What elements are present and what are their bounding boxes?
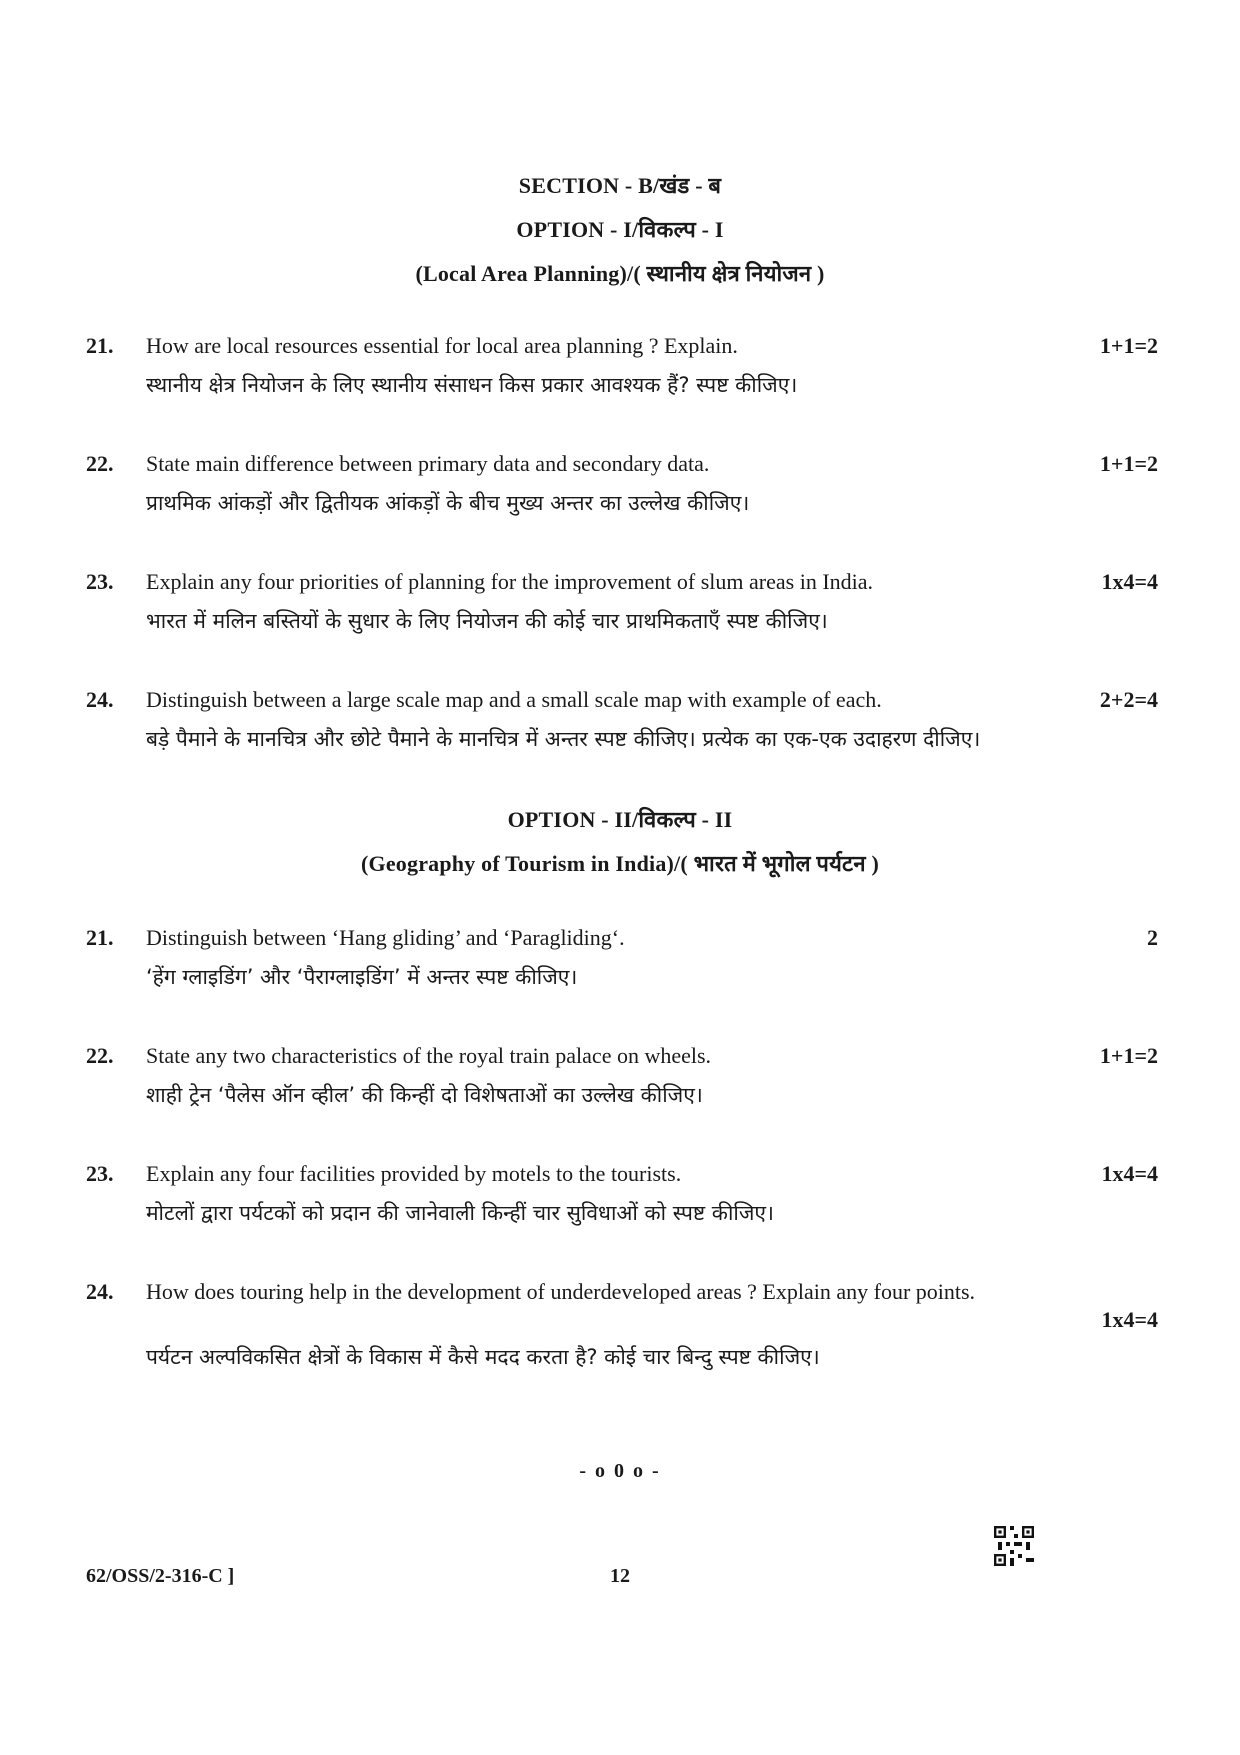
question-text-hindi: मोटलों द्वारा पर्यटकों को प्रदान की जानेवाली किन्हीं चार सुविधाओं को स्पष्ट कीजिए। — [146, 1201, 774, 1225]
question-text-english: Explain any four priorities of planning for the improvement of slum areas in India. — [146, 569, 874, 594]
question-text-hindi: भारत में मलिन बस्तियों के सुधार के लिए नियोजन की कोई चार प्राथमिकताएँ स्पष्ट कीजिए। — [146, 609, 828, 633]
question-number: 24. — [86, 1279, 114, 1304]
question-marks: 1x4=4 — [1101, 1307, 1158, 1332]
end-of-paper-mark: - o 0 o - — [579, 1460, 661, 1482]
question-text-hindi: शाही ट्रेन ‘पैलेस ऑन व्हील’ की किन्हीं दो विशेषताओं का उल्लेख कीजिए। — [146, 1083, 703, 1107]
question-text-english: State main difference between primary data and secondary data. — [146, 451, 710, 476]
question-marks: 1+1=2 — [1099, 1043, 1158, 1068]
option2-title: OPTION - II/विकल्प - II — [507, 807, 733, 832]
question-marks: 1x4=4 — [1101, 569, 1158, 594]
question-text-hindi: बड़े पैमाने के मानचित्र और छोटे पैमाने के मानचित्र में अन्तर स्पष्ट कीजिए। प्रत्येक का एक-एक उदाहरण दीजिए। — [146, 727, 981, 751]
question-text-english: Explain any four facilities provided by motels to the tourists. — [146, 1161, 682, 1186]
question-text-hindi: ‘हेंग ग्लाइडिंग’ और ‘पैराग्लाइडिंग’ में अन्तर स्पष्ट कीजिए। — [146, 965, 578, 989]
question-text-english: Distinguish between ‘Hang gliding’ and ‘Paragliding‘. — [146, 925, 625, 950]
question-number: 22. — [86, 1043, 114, 1068]
question-number: 23. — [86, 1161, 114, 1186]
paper-code: 62/OSS/2-316-C ] — [86, 1565, 235, 1587]
question-marks: 1+1=2 — [1099, 333, 1158, 358]
section-title: SECTION - B/खंड - ब — [518, 173, 722, 198]
question-marks: 2 — [1147, 925, 1158, 950]
question-number: 23. — [86, 569, 114, 594]
question-text-hindi: स्थानीय क्षेत्र नियोजन के लिए स्थानीय संसाधन किस प्रकार आवश्यक हैं? स्पष्ट कीजिए। — [146, 373, 798, 397]
question-number: 21. — [86, 333, 114, 358]
question-text-hindi: पर्यटन अल्पविकसित क्षेत्रों के विकास में कैसे मदद करता है? कोई चार बिन्दु स्पष्ट कीजिए। — [146, 1345, 820, 1369]
question-marks: 1+1=2 — [1099, 451, 1158, 476]
question-text-english: How are local resources essential for local area planning ? Explain. — [146, 333, 738, 358]
question-number: 24. — [86, 687, 114, 712]
question-text-english: Distinguish between a large scale map and a small scale map with example of each. — [146, 687, 882, 712]
qr-code-icon — [994, 1526, 1034, 1566]
page-number: 12 — [610, 1565, 630, 1587]
question-number: 21. — [86, 925, 114, 950]
option1-subtitle: (Local Area Planning)/( स्थानीय क्षेत्र नियोजन ) — [415, 261, 825, 286]
question-text-english: How does touring help in the development of underdeveloped areas ? Explain any four points. — [146, 1279, 976, 1304]
question-marks: 1x4=4 — [1101, 1161, 1158, 1186]
question-marks: 2+2=4 — [1099, 687, 1158, 712]
question-text-hindi: प्राथमिक आंकड़ों और द्वितीयक आंकड़ों के बीच मुख्य अन्तर का उल्लेख कीजिए। — [146, 491, 750, 515]
question-number: 22. — [86, 451, 114, 476]
question-text-english: State any two characteristics of the royal train palace on wheels. — [146, 1043, 712, 1068]
option1-title: OPTION - I/विकल्प - I — [516, 217, 724, 242]
option2-subtitle: (Geography of Tourism in India)/( भारत में भूगोल पर्यटन ) — [361, 851, 879, 876]
